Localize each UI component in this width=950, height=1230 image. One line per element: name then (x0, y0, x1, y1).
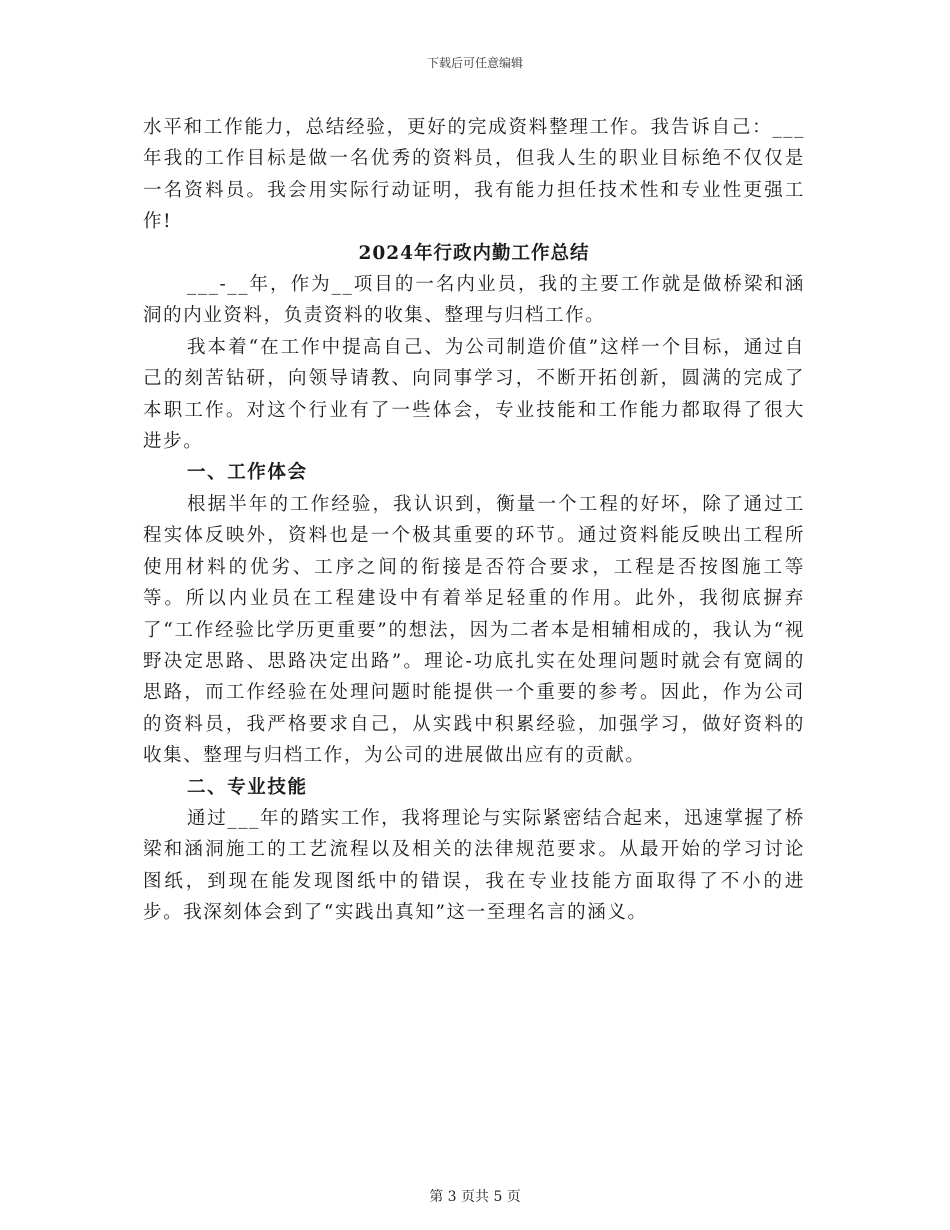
document-title: 2024年行政内勤工作总结 (358, 242, 590, 264)
page-footer: 第 3 页共 5 页 (429, 1189, 521, 1205)
intro-paragraph: 水平和工作能力，总结经验，更好的完成资料整理工作。我告诉自己：___年我的工作目标是做一名优秀的资料员，但我人生的职业目标绝不仅仅是一名资料员。我会用实际行动证明，我有能力担任技术性和专业性更强工作! (143, 117, 805, 233)
section-paragraph: 根据半年的工作经验，我认识到，衡量一个工程的好坏，除了通过工程实体反映外，资料也是一个极其重要的环节。通过资料能反映出工程所使用材料的优劣、工序之间的衔接是否符合要求，工程是否按图施工等等。所以内业员在工程建设中有着举足轻重的作用。此外，我彻底摒弃了“工作经验比学历更重要”的想法，因为二者本是相辅相成的，我认为“视野决定思路、思路决定出路”。理论-功底扎实在处理问题时就会有宽阔的思路，而工作经验在处理问题时能提供一个重要的参考。因此，作为公司的资料员，我严格要求自己，从实践中积累经验，加强学习，做好资料的收集、整理与归档工作，为公司的进展做出应有的贡献。 (143, 493, 805, 767)
section-heading-professional-skills: 二、专业技能 (187, 776, 308, 798)
page-header: 下载后可任意编辑 (426, 56, 523, 70)
section-paragraph: 通过___年的踏实工作，我将理论与实际紧密结合起来，迅速掌握了桥梁和涵洞施工的工艺流程以及相关的法律规范要求。从最开始的学习讨论图纸，到现在能发现图纸中的错误，我在专业技能方面取得了不小的进步。我深刻体会到了“实践出真知”这一至理名言的涵义。 (143, 807, 805, 924)
body-paragraph: 我本着“在工作中提高自己、为公司制造价值”这样一个目标，通过自己的刻苦钻研，向领导请教、向同事学习，不断开拓创新，圆满的完成了本职工作。对这个行业有了一些体会，专业技能和工作能力都取得了很大进步。 (143, 336, 805, 453)
document-body (143, 112, 805, 929)
body-paragraph: ___-__年，作为__项目的一名内业员，我的主要工作就是做桥梁和涵洞的内业资料，负责资料的收集、整理与归档工作。 (143, 274, 805, 327)
section-heading-work-experience: 一、工作体会 (187, 462, 308, 484)
